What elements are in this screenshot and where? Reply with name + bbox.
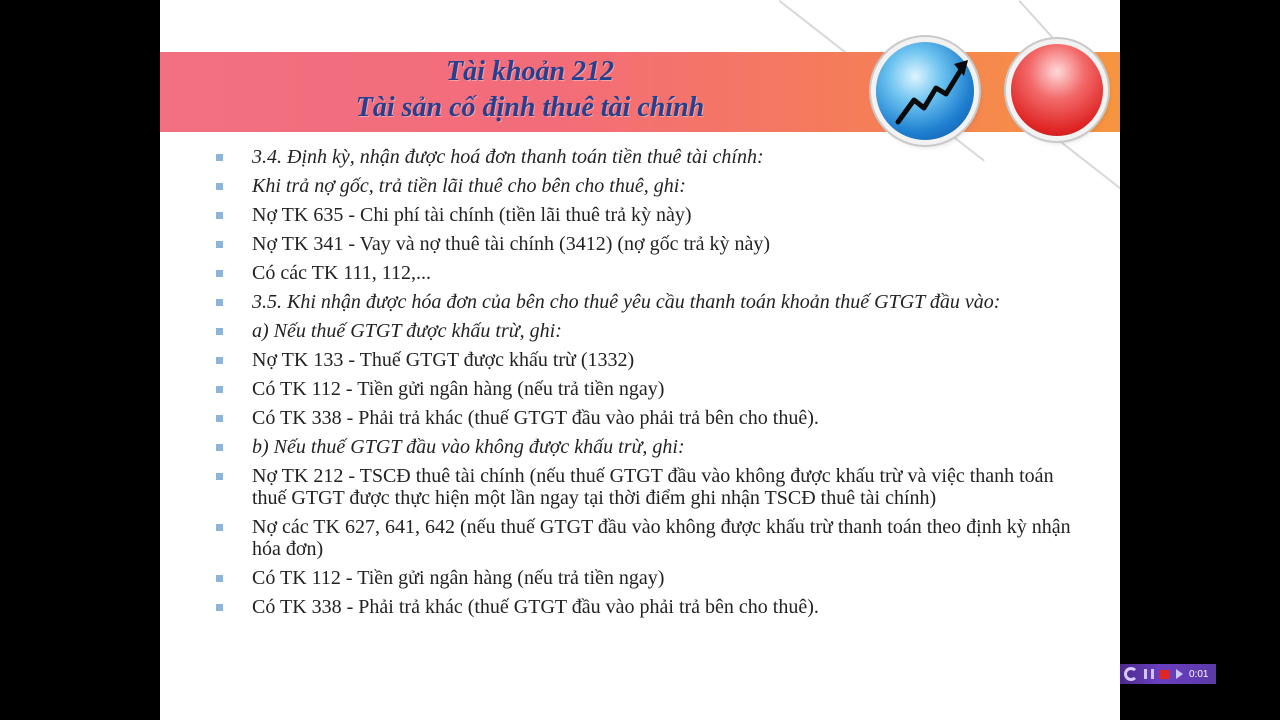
stop-button[interactable]	[1160, 670, 1169, 679]
list-item	[216, 291, 1076, 313]
list-item-text: 3.5. Khi nhận được hóa đơn của bên cho thuê yêu cầu thanh toán khoản thuế GTGT đầu vào:	[252, 291, 1001, 313]
list-item-text: Có TK 338 - Phải trả khác (thuế GTGT đầu vào phải trả bên cho thuê).	[252, 407, 819, 429]
bullet-icon	[216, 444, 223, 451]
bullet-icon	[216, 357, 223, 364]
globe-chart-icon	[876, 42, 974, 140]
list-item	[216, 567, 1076, 589]
bullet-icon	[216, 183, 223, 190]
bullet-icon	[216, 386, 223, 393]
loading-icon	[1124, 667, 1138, 681]
list-item-text: Nợ TK 133 - Thuế GTGT được khấu trừ (1332)	[252, 349, 635, 371]
list-item	[216, 320, 1076, 342]
list-item	[216, 436, 1076, 458]
list-item	[216, 204, 1076, 226]
list-item	[216, 262, 1076, 284]
title-line-1: Tài khoản 212	[445, 56, 615, 87]
list-item-text: b) Nếu thuế GTGT đầu vào không được khấu trừ, ghi:	[252, 436, 685, 458]
list-item-text: Có các TK 111, 112,...	[252, 262, 432, 284]
list-item-text: Có TK 338 - Phải trả khác (thuế GTGT đầu vào phải trả bên cho thuê).	[252, 596, 819, 618]
list-item-text: a) Nếu thuế GTGT được khấu trừ, ghi:	[252, 320, 562, 342]
list-item-text: Có TK 112 - Tiền gửi ngân hàng (nếu trả tiền ngay)	[252, 567, 665, 589]
list-item-text: Nợ TK 212 - TSCĐ thuê tài chính (nếu thuế GTGT đầu vào không được khấu trừ và việc thanh toán thuế GTGT được thực hiện một lần ngay tại thời điểm ghi nhận TSCĐ thuê tài chính)	[252, 465, 1054, 509]
bullet-list	[216, 146, 1076, 625]
list-item-text: 3.4. Định kỳ, nhận được hoá đơn thanh toán tiền thuê tài chính:	[252, 146, 764, 168]
media-player-controls[interactable]	[1120, 664, 1216, 684]
list-item	[216, 175, 1076, 197]
list-item-text: Nợ TK 635 - Chi phí tài chính (tiền lãi thuê trả kỳ này)	[252, 204, 692, 226]
list-item-text: Có TK 112 - Tiền gửi ngân hàng (nếu trả tiền ngay)	[252, 378, 665, 400]
list-item	[216, 407, 1076, 429]
list-item-text: Nợ TK 341 - Vay và nợ thuê tài chính (3412) (nợ gốc trả kỳ này)	[252, 233, 771, 255]
bullet-icon	[216, 241, 223, 248]
bullet-icon	[216, 270, 223, 277]
play-button[interactable]	[1176, 669, 1183, 679]
bullet-icon	[216, 415, 223, 422]
list-item	[216, 233, 1076, 255]
pause-button[interactable]	[1144, 669, 1154, 679]
bullet-icon	[216, 604, 223, 611]
list-item	[216, 378, 1076, 400]
slide-title	[300, 54, 760, 126]
list-item-text: Nợ các TK 627, 641, 642 (nếu thuế GTGT đầu vào không được khấu trừ thanh toán theo định kỳ nhận hóa đơn)	[252, 516, 1071, 560]
title-line-2: Tài sản cố định thuê tài chính	[355, 92, 705, 123]
list-item	[216, 596, 1076, 618]
list-item	[216, 465, 1076, 509]
list-item-text: Khi trả nợ gốc, trả tiền lãi thuê cho bên cho thuê, ghi:	[252, 175, 686, 197]
bullet-icon	[216, 299, 223, 306]
bullet-icon	[216, 473, 223, 480]
list-item	[216, 516, 1076, 560]
bullet-icon	[216, 524, 223, 531]
bullet-icon	[216, 154, 223, 161]
slide	[160, 0, 1120, 720]
elapsed-time: 0:01	[1189, 668, 1209, 680]
bullet-icon	[216, 575, 223, 582]
list-item	[216, 349, 1076, 371]
red-ball-icon	[1011, 44, 1103, 136]
bullet-icon	[216, 328, 223, 335]
list-item	[216, 146, 1076, 168]
bullet-icon	[216, 212, 223, 219]
